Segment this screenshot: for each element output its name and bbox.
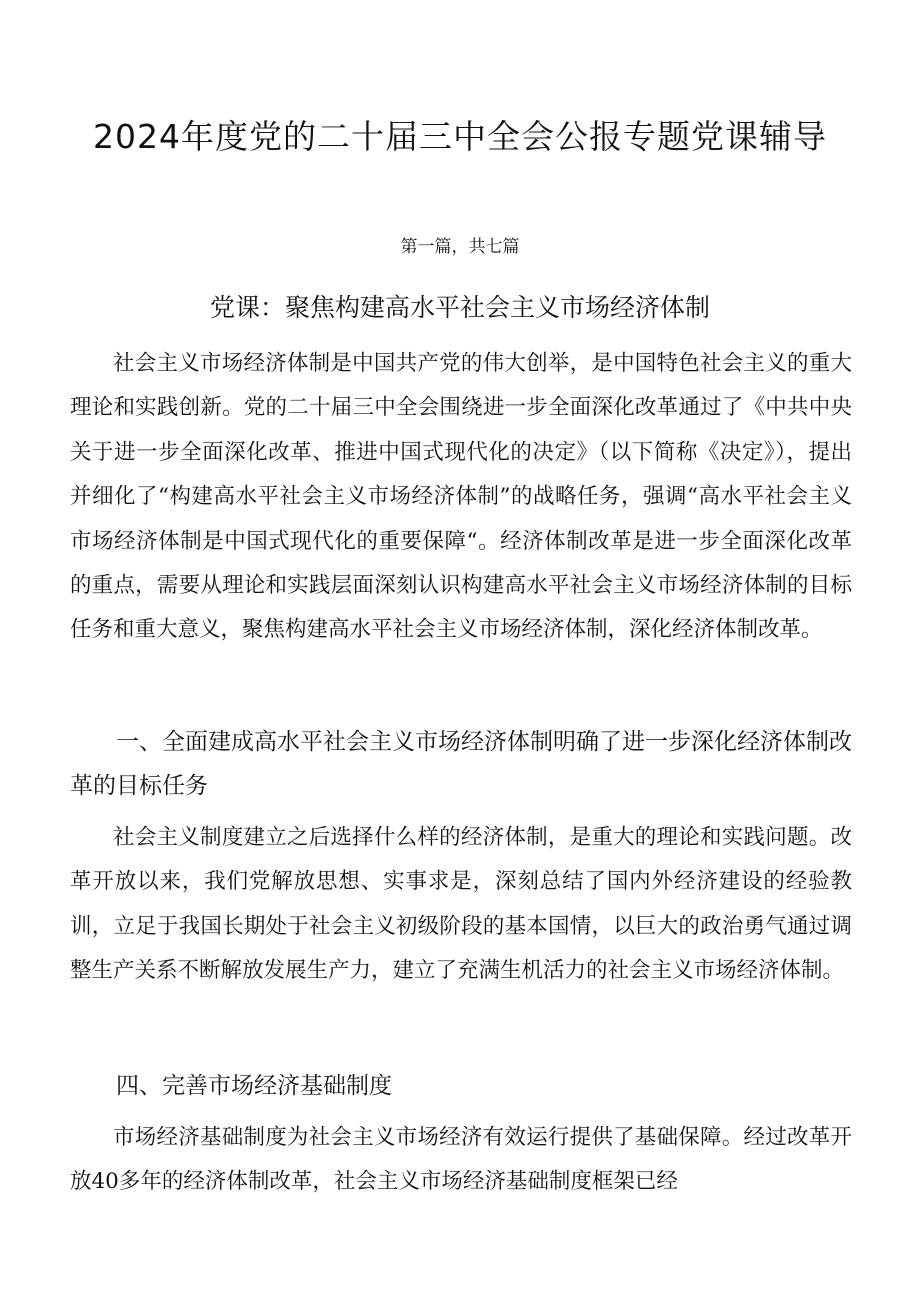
body-paragraph-section-1: 社会主义制度建立之后选择什么样的经济体制，是重大的理论和实践问题。改革开放以来，我们党解放思想、实事求是，深刻总结了国内外经济建设的经验教训，立足于我国长期处于社会主义初级阶段的基本国情，以巨大的政治勇气通过调整生产关系不断解放发展生产力，建立了充满生机活力的社会主义市场经济体制。: [70, 825, 852, 984]
body-paragraph-section-4: 市场经济基础制度为社会主义市场经济有效运行提供了基础保障。经过改革开放40多年的经济体制改革，社会主义市场经济基础制度框架已经: [70, 1125, 852, 1195]
body-paragraph-intro: 社会主义市场经济体制是中国共产党的伟大创举，是中国特色社会主义的重大理论和实践创新。党的二十届三中全会围绕进一步全面深化改革通过了《中共中央关于进一步全面深化改革、推进中国式现代化的决定》（以下简称《决定》），提出并细化了“构建高水平社会主义市场经济体制”的战略任务，强调“高水平社会主义市场经济体制是中国式现代化的重要保障“。经济体制改革是进一步全面深化改革的重点，需要从理论和实践层面深刻认识构建高水平社会主义市场经济体制的目标任务和重大意义，聚焦构建高水平社会主义市场经济体制，深化经济体制改革。: [70, 351, 852, 643]
lecture-title: 党课：聚焦构建高水平社会主义市场经济体制: [209, 293, 710, 322]
section-heading-1: 一、全面建成高水平社会主义市场经济体制明确了进一步深化经济体制改革的目标任务: [70, 729, 852, 799]
section-heading-4: 四、完善市场经济基础制度: [116, 1073, 392, 1099]
part-label: 第一篇，共七篇: [400, 237, 520, 257]
document-title: 2024年度党的二十届三中全会公报专题党课辅导: [93, 117, 827, 156]
